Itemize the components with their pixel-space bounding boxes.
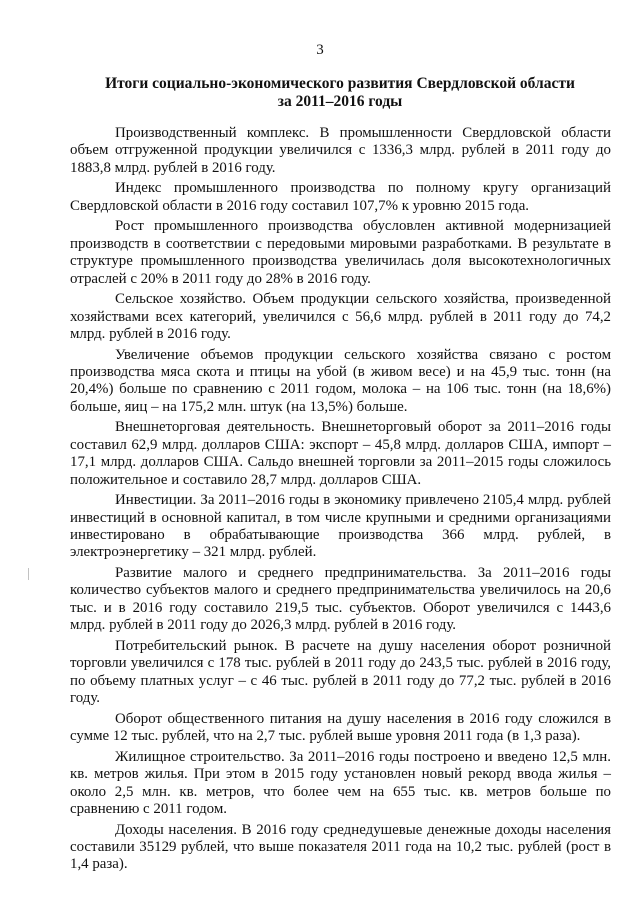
paragraph-modernization: Рост промышленного производства обусловлен активной модернизацией производств в соответствии с передовыми мировыми разработками. В результате в структуре промышленного производства увеличилась доля высокотехнологичных отраслей с 20% в 2011 году до 28% в 2016 году. [70, 218, 611, 287]
paragraph-small-business: Развитие малого и среднего предпринимательства. За 2011–2016 годы количество субъектов малого и среднего предпринимательства увеличилось на 20,6 тыс. и в 2016 году составило 219,5 тыс. субъектов. Оборот увеличился с 1443,6 млрд. рублей в 2011 году до 2026,3 млрд. рублей в 2016 году. [70, 565, 611, 634]
paragraph-housing: Жилищное строительство. За 2011–2016 годы построено и введено 12,5 млн. кв. метров жилья. При этом в 2015 году установлен новый рекорд ввода жилья – около 2,5 млн. кв. метров, что более чем на 655 тыс. кв. метров больше по сравнению с 2011 годом. [70, 748, 611, 817]
scan-artifact [28, 568, 29, 580]
title-line-2: за 2011–2016 годы [277, 93, 403, 110]
paragraph-catering: Оборот общественного питания на душу населения в 2016 году сложился в сумме 12 тыс. рублей, что на 2,7 тыс. рублей выше уровня 2011 года (в 1,3 раза). [70, 710, 611, 745]
page-title [70, 75, 610, 111]
paragraph-investments: Инвестиции. За 2011–2016 годы в экономику привлечено 2105,4 млрд. рублей инвестиций в основной капитал, в том числе крупными и средними организациями инвестировано в обрабатывающие производства 366 млрд. рублей, в электроэнергетику – 321 млрд. рублей. [70, 492, 611, 561]
paragraph-industrial-index: Индекс промышленного производства по полному кругу организаций Свердловской области в 2016 году составил 107,7% к уровню 2015 года. [70, 180, 611, 214]
paragraph-agriculture-growth: Увеличение объемов продукции сельского хозяйства связано с ростом производства мяса скота и птицы на убой (в живом весе) и на 45,9 тыс. тонн (на 20,4%) больше по сравнению с 2011 годом, молока – на 106 тыс. тонн (на 18,6%) больше, яиц – на 175,2 млн. штук (на 13,5%) больше. [70, 346, 611, 415]
page-number: 3 [316, 42, 324, 58]
body-text [70, 125, 611, 877]
title-line-1: Итоги социально-экономического развития Свердловской области [105, 75, 575, 92]
paragraph-foreign-trade: Внешнеторговая деятельность. Внешнеторговый оборот за 2011–2016 годы составил 62,9 млрд. долларов США: экспорт – 45,8 млрд. долларов США, импорт – 17,1 млрд. долларов США. Сальдо внешней торговли за 2011–2015 годы сложилось положительное и составило 28,7 млрд. долларов США. [70, 419, 611, 488]
paragraph-agriculture: Сельское хозяйство. Объем продукции сельского хозяйства, произведенной хозяйствами всех категорий, увеличился с 56,6 млрд. рублей в 2011 году до 74,2 млрд. рублей в 2016 году. [70, 291, 611, 343]
paragraph-industry: Производственный комплекс. В промышленности Свердловской области объем отгруженной продукции увеличился с 1336,3 млрд. рублей в 2011 году до 1883,8 млрд. рублей в 2016 году. [70, 125, 611, 176]
paragraph-income: Доходы населения. В 2016 году среднедушевые денежные доходы населения составили 35129 рублей, что выше показателя 2011 года на 10,2 тыс. рублей (рост в 1,4 раза). [70, 821, 611, 873]
paragraph-consumer-market: Потребительский рынок. В расчете на душу населения оборот розничной торговли увеличился с 178 тыс. рублей в 2011 году до 243,5 тыс. рублей в 2016 году, по объему платных услуг – с 46 тыс. рублей в 2011 году до 77,2 тыс. рублей в 2016 году. [70, 637, 611, 707]
